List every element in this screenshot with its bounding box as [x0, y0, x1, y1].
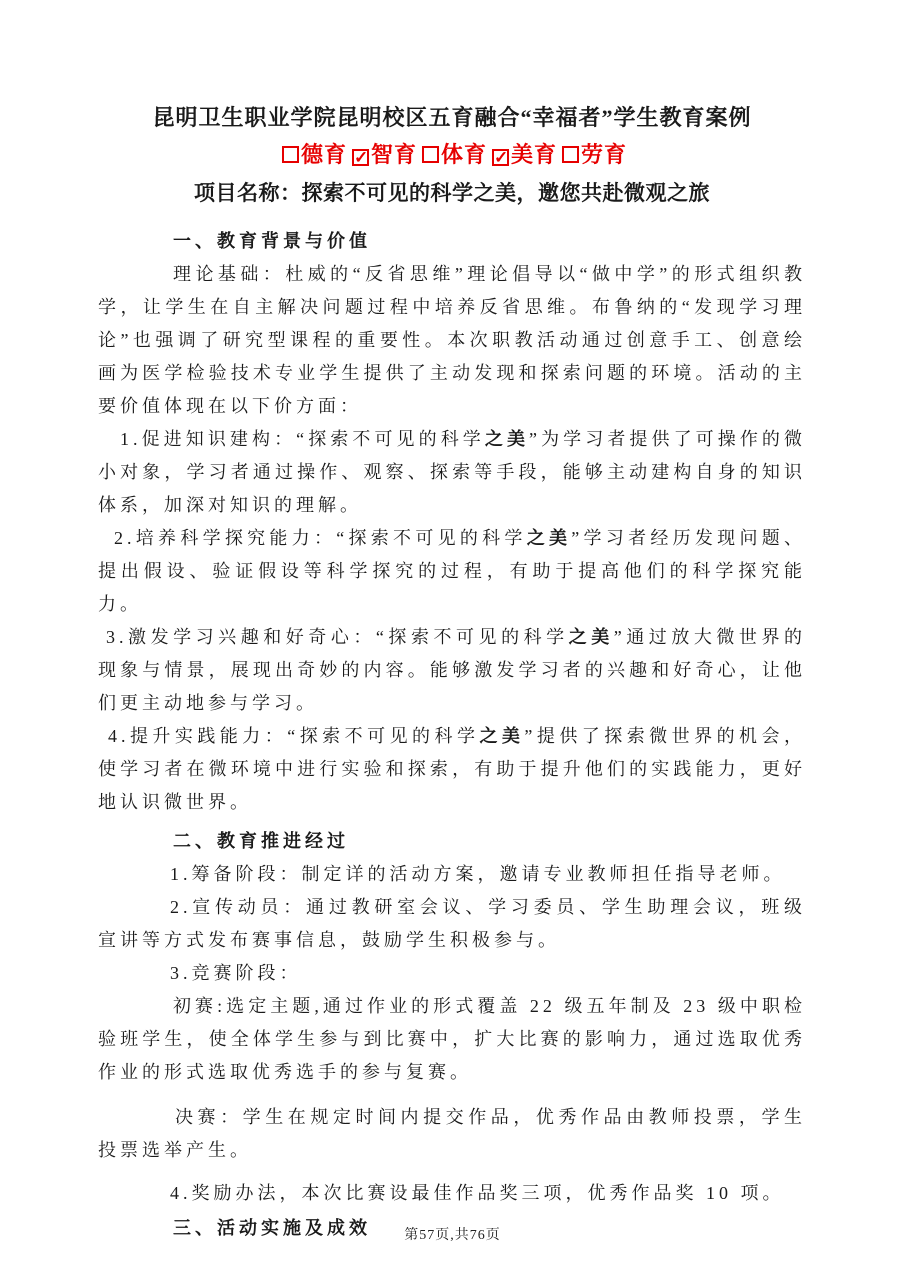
text-segment: 理论基础：杜威的“反省思维”理论倡导以“做中学”的形式组织教学，让学生在自主解决问题过程中培养反省思维。布鲁纳的“发现学习理论”也强调了研究型课程的重要性。本次职教活动通过创意手工、创意绘画为医学检验技术专业学生提供了主动发现和探索问题的环境。活动的主要价值体现在以下价方面： — [98, 264, 806, 417]
five-edu-item — [417, 142, 487, 167]
five-edu-label: 美育 — [511, 142, 558, 167]
text-segment: ”提供了探索微世界的机会，使学习者在微环境中进行实验和探索，有助于提升他们的实践能力，更好地认识微世界。 — [98, 726, 806, 813]
five-edu-item — [487, 142, 557, 167]
document-title: 昆明卫生职业学院昆明校区五育融合“幸福者”学生教育案例 — [152, 105, 752, 130]
text-segment: 初赛:选定主题,通过作业的形式覆盖 22 级五年制及 23 级中职检验班学生，使全体学生参与到比赛中，扩大比赛的影响力，通过选取优秀作业的形式选取优秀选手的参与复赛。 — [98, 996, 806, 1083]
paragraph — [98, 990, 806, 1089]
checkbox-unchecked-icon — [422, 146, 439, 163]
paragraph — [98, 1177, 806, 1210]
checkbox-checked-icon: ✓ — [494, 148, 510, 167]
paragraph — [98, 258, 806, 423]
five-edu-label: 体育 — [440, 142, 487, 167]
paragraph — [98, 720, 806, 819]
five-edu-label: 劳育 — [581, 142, 628, 167]
text-segment: 3.竞赛阶段： — [170, 963, 302, 984]
text-segment: 2.宣传动员：通过教研室会议、学习委员、学生助理会议，班级宣讲等方式发布赛事信息，鼓励学生积极参与。 — [98, 897, 806, 951]
text-segment: ”学习者经历发现问题、提出假设、验证假设等科学探究的过程，有助于提高他们的科学探究能力。 — [98, 528, 806, 615]
five-edu-item — [347, 142, 417, 167]
paragraph — [98, 522, 806, 621]
page-number-footer: 第57页,共76页 — [404, 1228, 501, 1243]
checkbox-unchecked-icon — [282, 146, 299, 163]
section-heading — [98, 225, 806, 258]
text-segment: 三、活动实施及成效 — [173, 1218, 371, 1239]
checkbox-unchecked-icon — [562, 146, 579, 163]
five-education-line — [98, 140, 806, 170]
project-title: 项目名称：探索不可见的科学之美，邀您共赴微观之旅 — [194, 181, 710, 205]
paragraph — [98, 891, 806, 957]
text-segment: 1.筹备阶段：制定详的活动方案，邀请专业教师担任指导老师。 — [170, 864, 786, 885]
text-segment: 3.激发学习兴趣和好奇心：“探索不可见的科学 — [106, 627, 569, 648]
section-heading — [98, 825, 806, 858]
text-segment: ”为学习者提供了可操作的微小对象，学习者通过操作、观察、探索等手段，能够主动建构自身的知识体系，加深对知识的理解。 — [98, 429, 806, 516]
paragraph — [98, 423, 806, 522]
five-edu-label: 智育 — [370, 142, 417, 167]
text-segment: 2.培养科学探究能力：“探索不可见的科学 — [114, 528, 527, 549]
five-edu-item — [557, 142, 627, 167]
text-segment: 之美 — [484, 429, 530, 450]
paragraph — [98, 957, 806, 990]
text-segment: ”通过放大微世界的现象与情景，展现出奇妙的内容。能够激发学习者的兴趣和好奇心，让他们更主动地参与学习。 — [98, 627, 806, 714]
text-segment: 决赛：学生在规定时间内提交作品，优秀作品由教师投票，学生投票选举产生。 — [98, 1107, 806, 1161]
five-edu-label: 德育 — [300, 142, 347, 167]
text-segment: 1.促进知识建构：“探索不可见的科学 — [120, 429, 485, 450]
five-edu-item — [277, 142, 347, 167]
paragraph — [98, 621, 806, 720]
document-body — [98, 225, 806, 1245]
text-segment: 二、教育推进经过 — [173, 831, 349, 852]
text-segment: 之美 — [568, 627, 614, 648]
paragraph — [98, 858, 806, 891]
text-segment: 之美 — [526, 528, 572, 549]
text-segment: 4.奖励办法，本次比赛设最佳作品奖三项，优秀作品奖 10 项。 — [170, 1183, 785, 1204]
text-segment: 4.提升实践能力：“探索不可见的科学 — [108, 726, 480, 747]
text-segment: 之美 — [479, 726, 525, 747]
text-segment: 一、教育背景与价值 — [173, 231, 371, 252]
paragraph — [98, 1101, 806, 1167]
checkbox-checked-icon: ✓ — [353, 148, 370, 167]
